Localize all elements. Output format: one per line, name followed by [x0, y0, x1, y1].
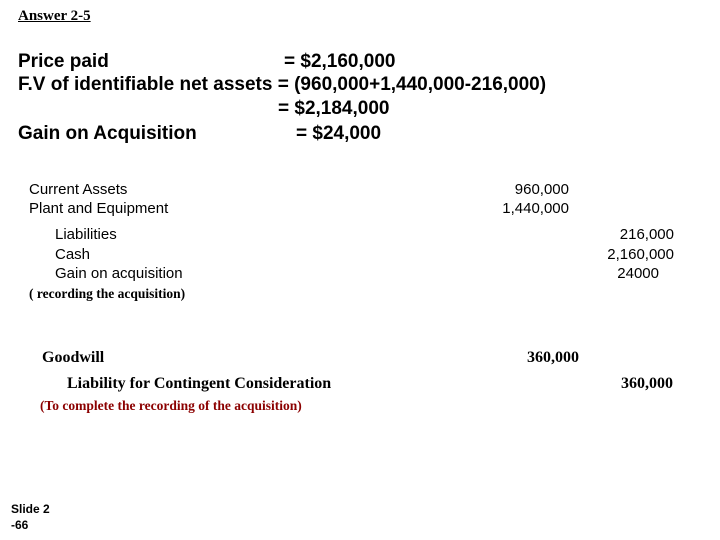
price-paid-label: Price paid	[18, 51, 109, 72]
entry-memo: ( recording the acquisition)	[29, 286, 186, 301]
credit-amount: 216,000	[619, 226, 674, 243]
debit-amount: 960,000	[514, 181, 569, 198]
credit-account: Gain on acquisition	[55, 265, 183, 282]
debit-account: Current Assets	[29, 181, 128, 198]
page-title: Answer 2-5	[18, 8, 91, 24]
entry-memo: (To complete the recording of the acquisition)	[40, 398, 302, 413]
credit-account: Cash	[55, 246, 91, 263]
slide-number-line: -66	[11, 517, 29, 532]
goodwill-amount: 360,000	[527, 349, 579, 366]
credit-amount: 24000	[617, 265, 659, 282]
contingent-liability-amount: 360,000	[621, 375, 673, 392]
contingent-liability-account: Liability for Contingent Consideration	[67, 375, 332, 392]
gain-label: Gain on Acquisition	[18, 123, 197, 144]
fair-value-result: = $2,184,000	[278, 98, 390, 119]
debit-amount: 1,440,000	[502, 200, 569, 217]
slide-number-line: Slide 2	[11, 502, 50, 516]
fair-value-label: F.V of identifiable net assets = (960,000+1,440,000-216,000)	[18, 74, 547, 95]
slide-number	[11, 502, 50, 533]
debit-account: Plant and Equipment	[29, 200, 169, 217]
credit-amount: 2,160,000	[607, 246, 674, 263]
credit-account: Liabilities	[55, 226, 117, 243]
gain-value: = $24,000	[296, 123, 382, 144]
goodwill-account: Goodwill	[42, 349, 105, 366]
price-paid-value: = $2,160,000	[284, 51, 396, 72]
